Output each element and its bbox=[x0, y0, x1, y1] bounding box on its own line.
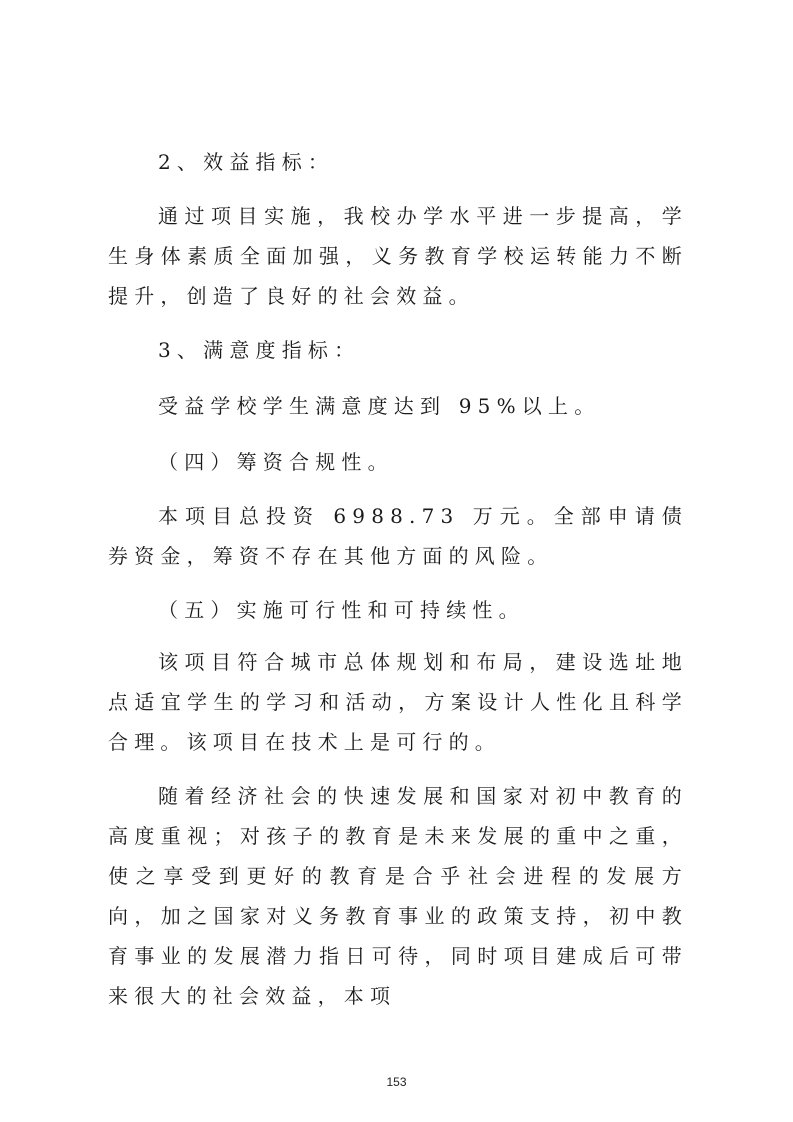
heading-satisfaction-indicators: 3、满意度指标： bbox=[158, 338, 361, 362]
paragraph-satisfaction: 受益学校学生满意度达到 95%以上。 bbox=[158, 394, 601, 418]
paragraph-benefit-description: 通过项目实施，我校办学水平进一步提高，学生身体素质全面加强，义务教育学校运转能力不断提升，创造了良好的社会效益。 bbox=[108, 204, 688, 308]
paragraph-social-development: 随着经济社会的快速发展和国家对初中教育的高度重视；对孩子的教育是未来发展的重中之重，使之享受到更好的教育是合乎社会进程的发展方向，加之国家对义务教育事业的政策支持，初中教育事业的发展潜力指日可待，同时项目建成后可带来很大的社会效益，本项 bbox=[108, 784, 688, 1008]
page-number: 153 bbox=[386, 1075, 407, 1089]
heading-feasibility: （五）实施可行性和可持续性。 bbox=[158, 598, 525, 622]
paragraph-financing: 本项目总投资 6988.73 万元。全部申请债券资金，筹资不存在其他方面的风险。 bbox=[108, 504, 688, 568]
heading-financing-compliance: （四）筹资合规性。 bbox=[158, 450, 394, 474]
paragraph-technical-feasibility: 该项目符合城市总体规划和布局，建设选址地点适宜学生的学习和活动，方案设计人性化且科学合理。该项目在技术上是可行的。 bbox=[108, 650, 688, 754]
heading-benefit-indicators: 2、效益指标： bbox=[158, 150, 335, 174]
